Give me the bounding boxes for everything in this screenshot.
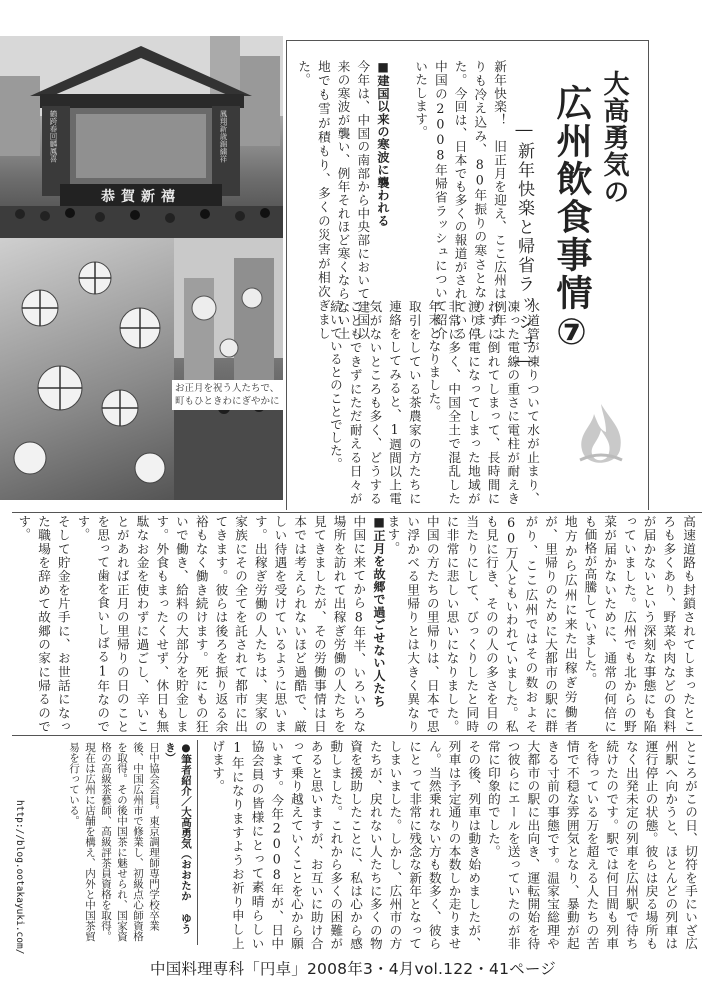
intro-block [395, 60, 509, 340]
author-heading: ●筆者紹介／大高勇気（おおたか ゆうき） [164, 742, 192, 934]
section1-para2: 水道管が凍りついて水が止まり、凍った電線の重さに電柱が耐えきれずに倒れてしまって、長時間に渡り停電になってしまった地域が非常に多く、中国全土で混乱した年末となりました。 [426, 300, 540, 505]
gate-couplet-left: 鶴跨春回麟鳳喜 [49, 110, 58, 163]
section2-para1: 中国に来てから8年半、いろいろな場所を訪れて出稼ぎ労働の人たちを見てきましたが、その労働事情は日本では考えられないほど過酷で、厳しい待遇を受けているように思います。出稼ぎ労働の人たちは、実家の家族にその全てを託されて都市に出てきます。彼らは後ろを振り返る余裕もなく働き続けます。死にもの狂いで働き、給料の大部分を貯金します。外食もまったくせず、休日も無駄なお金を使わずに過ごし、辛いことがあれば正月の里帰りの日のことを思って歯を食いしばる1年なのです。 [75, 515, 367, 733]
lower-rule [12, 735, 702, 736]
flame-logo-icon [572, 400, 630, 472]
section1-para5: 地方から広州に来た出稼ぎ労働者が、里帰りのために大都市の駅に群がり、ここ広州ではその数およそ60万人ともいわれていました。私も見に行き、そのの人の多さを目の当たりにして、びっくりしたと同時に非常に悲しい思いになりました。中国の方たちの里帰りは、日本で思い浮かべる里帰りとは大きく異なります。 [385, 515, 578, 733]
title-number: ⑦ [551, 312, 592, 355]
author-bio: 日中協会会員。東京調理師専門学校卒業後、中国広州市で修業し、初級点心師資格を取得。その後中国茶に魅せられ、国家資格の高級茶藝師、高級評茶員資格を取得。現在は広州に店舗を構え、内外と中国茶貿易を行っている。 [68, 742, 160, 942]
page-footer: 中国料理専科「円卓」2008年3・4月vol.122・41ページ [150, 960, 556, 978]
title-main-text: 広州飲食事情 [551, 84, 592, 312]
section2-para3: ところがこの日、切符を手にいざ広州駅へ向かうと、ほとんどの列車は運行停止の状態。彼らは戻る場所もなく出発未定の列車を広州駅で待ち続けたのです。駅では何日間も列車を待っている万を超える人たちの苦情で不穏な雰囲気となり、暴動が起きる寸前の事態です。温家宝総理や大都市の駅に出向き、運転開始を待つ彼らにエールを送っていたのが非常に印象的でした。 [485, 740, 698, 950]
title-rule [648, 40, 649, 510]
section2-block [8, 515, 388, 733]
author-blog-link[interactable]: http://blog.ootakayuki.com/ [14, 800, 25, 955]
section2-continued [200, 740, 700, 950]
section1-heading: ■建国以来の寒波に襲われる [376, 60, 390, 227]
pinwheel-festival-photo [0, 238, 174, 500]
street-crowd-photo [174, 238, 283, 500]
subtitle: ―新年快楽と帰省ラッシュ― [514, 120, 534, 373]
section1-para1: 今年は、中国の南部から中央部において建国以来の寒波が襲い、例年それほど寒くならない土地でも雪が積もり、多くの災害が相次ぎました。 [296, 60, 371, 340]
section1-block-upper [292, 60, 392, 340]
gate-illustration [0, 36, 283, 238]
photo-caption [172, 380, 288, 410]
section1-block-lower [292, 300, 542, 505]
section2-heading: ■正月を故郷で過ごせない人たち [372, 515, 386, 708]
upper-frame-left [286, 40, 287, 510]
title-main [546, 84, 597, 355]
new-year-gate-photo [0, 36, 283, 238]
section2-para4: その後、列車は動き始めましたが、列車は予定通りの本数しか走りません。当然乗れない方も数多く、彼らにとって非常に残念な新年となってしまいました。しかし、広州市の方たちが、戻れない人たちに多くの物資を援助したことに、私は心から感動しました。これから多くの困難があると思いますが、お互いに助け合って乗り越えていくことを心から願います。今年2008年が、日中協会員の皆様にとって素晴らしい1年になりますようお祈り申し上げます。 [210, 740, 482, 950]
gate-banner-text: 恭賀新禧 [101, 189, 181, 205]
author-profile [38, 742, 194, 947]
intro-text: 新年快楽！ 旧正月を迎え、ここ広州は例年よりも冷え込み、80年振りの寒さとなりました。今回は、日本でも多くの報道がされている中国の2008年帰省ラッシュについて紹介いたします。 [413, 60, 507, 340]
upper-frame-top [286, 40, 649, 41]
author-box-right [197, 740, 198, 945]
mid-rule [12, 512, 702, 513]
photo-caption-line2: 町もひときわにぎやかに [175, 396, 280, 407]
section1-continued [385, 515, 698, 733]
section1-para4: 高速道路も封鎖されてしまったところも多くあり、野菜や肉などの食料が届かないという深刻な事態にも陥っていました。広州でも北からの野菜が届かないために、通常の何倍にも価格が高騰していました。 [582, 515, 696, 733]
street-illustration [174, 238, 283, 500]
photo-caption-line1: お正月を祝う人たちで、 [175, 383, 280, 394]
section2-para2: そして貯金を片手に、お世話になった職場を辞めて故郷の家に帰るのです。 [16, 515, 71, 733]
pinwheel-illustration [0, 238, 174, 500]
gate-couplet-right: 鳳翔新歳錦繍祥 [219, 110, 228, 163]
title-prefix: 大高勇気の [599, 70, 629, 205]
section1-para3: 取引をしている茶農家の方たちに連絡をしてみると、1週間以上電気がないところも多く、どうすることもできずにただ耐える日々が続いているとのことでした。 [327, 300, 422, 505]
